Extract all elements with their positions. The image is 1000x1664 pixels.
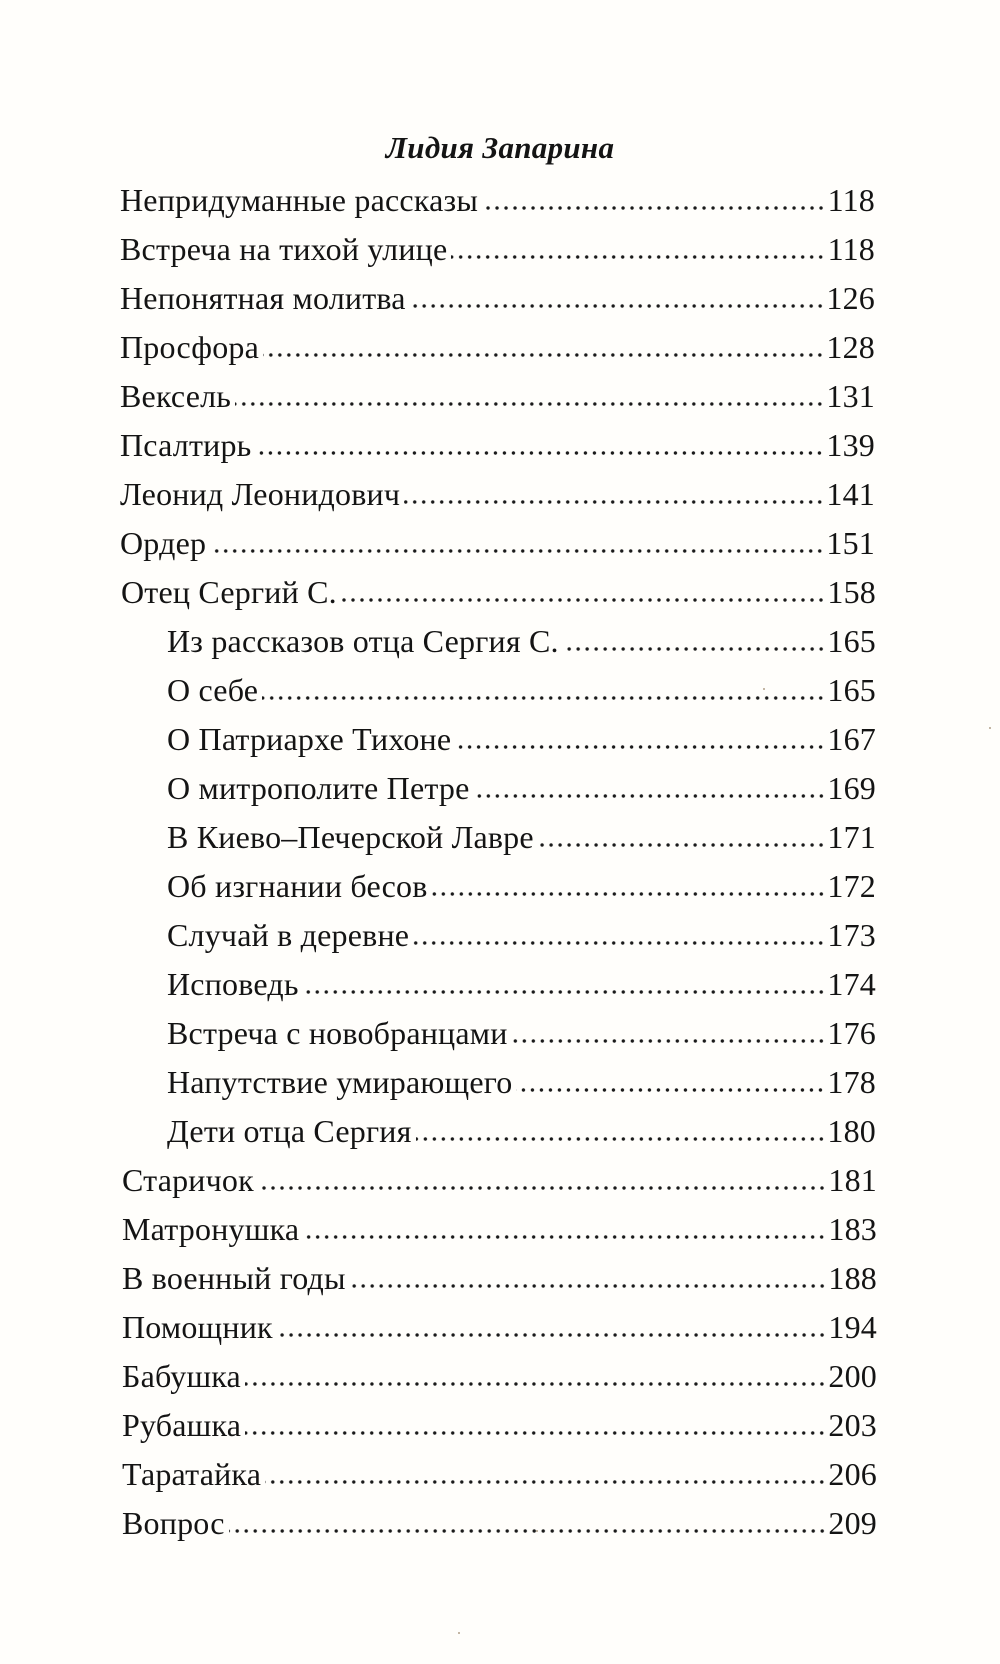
dot-leader: [512, 1039, 826, 1043]
dot-leader: [563, 647, 826, 651]
toc-subentry: [167, 766, 876, 810]
dot-leader: [341, 598, 826, 602]
toc-entry-title: Старичок: [122, 1162, 254, 1198]
dot-leader: [258, 1186, 827, 1190]
toc-entry-title: Матронушка: [122, 1211, 300, 1247]
toc-entry-title: Дети отца Сергия: [167, 1113, 412, 1149]
dot-leader: [455, 745, 825, 749]
toc-entry: [121, 570, 876, 614]
toc-entry-title: В военный годы: [122, 1260, 346, 1296]
toc-subentry: [167, 1060, 876, 1104]
toc-subentry: [167, 619, 876, 663]
toc-entry-page: 167: [827, 721, 876, 757]
toc-entry-page: 158: [827, 574, 876, 610]
toc-entry-page: 188: [828, 1260, 877, 1296]
toc-entry-page: 151: [826, 525, 875, 561]
toc-subentry: [167, 864, 876, 908]
toc-entry: [120, 521, 875, 565]
toc-entry-title: Непонятная молитва: [120, 280, 406, 316]
toc-entry-page: 203: [828, 1407, 877, 1443]
toc-entry: [120, 472, 875, 516]
toc-entry-page: 206: [828, 1456, 877, 1492]
dot-leader: [404, 500, 824, 504]
toc-entry-title: Вопрос: [122, 1505, 225, 1541]
toc-entry: [122, 1305, 877, 1349]
dot-leader: [229, 1529, 827, 1533]
toc-entry-title: Случай в деревне: [167, 917, 410, 953]
dot-leader: [210, 549, 824, 553]
toc-entry-title: Просфора: [120, 329, 260, 365]
toc-entry: [120, 178, 875, 222]
paper-speck: [989, 727, 991, 729]
toc-entry-title: Встреча на тихой улице: [120, 231, 448, 267]
dot-leader: [265, 1480, 826, 1484]
toc-entry-page: 139: [826, 427, 875, 463]
toc-entry-title: О митрополите Петре: [167, 770, 470, 806]
toc-entry-page: 194: [828, 1309, 877, 1345]
toc-entry-page: 173: [827, 917, 876, 953]
author-heading: Лидия Запарина: [385, 130, 615, 165]
toc-entry: [122, 1256, 877, 1300]
dot-leader: [245, 1382, 826, 1386]
dot-leader: [413, 941, 825, 945]
toc-entry-title: Об изгнании бесов: [167, 868, 428, 904]
toc-entry: [120, 276, 875, 320]
toc-entry-page: 200: [828, 1358, 877, 1394]
toc-entry-title: Помощник: [122, 1309, 273, 1345]
dot-leader: [303, 1235, 826, 1239]
dot-leader: [410, 304, 825, 308]
dot-leader: [451, 255, 825, 259]
toc-subentry: [167, 1109, 876, 1153]
toc-entry: [122, 1207, 877, 1251]
dot-leader: [303, 990, 826, 994]
toc-entry-title: Таратайка: [122, 1456, 262, 1492]
toc-entry-page: 183: [828, 1211, 877, 1247]
dot-leader: [516, 1088, 825, 1092]
dot-leader: [262, 696, 825, 700]
toc-entry: [120, 374, 875, 418]
toc-entry-page: 165: [827, 623, 876, 659]
dot-leader: [263, 353, 824, 357]
toc-subentry: [167, 962, 876, 1006]
toc-entry-title: Рубашка: [122, 1407, 242, 1443]
toc-entry-page: 178: [827, 1064, 876, 1100]
toc-entry-page: 131: [826, 378, 875, 414]
toc-entry: [122, 1354, 877, 1398]
toc-entry-title: Встреча с новобранцами: [167, 1015, 508, 1051]
toc-entry-title: Непридуманные рассказы: [120, 182, 479, 218]
toc-entry-page: 118: [827, 182, 875, 218]
toc-entry-title: В Киево–Печерской Лавре: [167, 819, 534, 855]
dot-leader: [245, 1431, 826, 1435]
toc-entry: [120, 325, 875, 369]
toc-entry-page: 171: [827, 819, 876, 855]
toc-entry-title: Псалтирь: [120, 427, 252, 463]
toc-subentry: [167, 668, 876, 712]
toc-entry: [120, 227, 875, 271]
toc-entry-title: Леонид Леонидович: [120, 476, 401, 512]
toc-entry-page: 181: [828, 1162, 877, 1198]
toc-entry-page: 169: [827, 770, 876, 806]
toc-entry-page: 128: [826, 329, 875, 365]
toc-subentry: [167, 1011, 876, 1055]
toc-entry: [122, 1452, 877, 1496]
toc-entry-page: 176: [827, 1015, 876, 1051]
toc-entry-page: 141: [826, 476, 875, 512]
toc-entry: [122, 1501, 877, 1545]
dot-leader: [350, 1284, 827, 1288]
toc-entry-page: 165: [827, 672, 876, 708]
toc-entry-title: Напутствие умирающего: [167, 1064, 513, 1100]
paper-speck: [458, 1632, 460, 1634]
toc-entry-page: 118: [827, 231, 875, 267]
toc-subentry: [167, 913, 876, 957]
dot-leader: [255, 451, 824, 455]
toc-entry: [120, 423, 875, 467]
dot-leader: [235, 402, 824, 406]
paper-speck: [763, 688, 765, 690]
dot-leader: [432, 892, 826, 896]
dot-leader: [482, 206, 826, 210]
toc-entry-title: Отец Сергий С.: [121, 574, 337, 610]
toc-entry-title: О Патриархе Тихоне: [167, 721, 452, 757]
dot-leader: [538, 843, 826, 847]
toc-entry: [122, 1403, 877, 1447]
toc-entry-title: Бабушка: [122, 1358, 241, 1394]
toc-entry-title: Исповедь: [167, 966, 299, 1002]
toc-entry-title: О себе: [167, 672, 259, 708]
toc-entry: [122, 1158, 877, 1202]
toc-entry-page: 126: [826, 280, 875, 316]
toc-entry-page: 180: [827, 1113, 876, 1149]
toc-entry-title: Ордер: [120, 525, 207, 561]
toc-entry-page: 172: [827, 868, 876, 904]
toc-entry-page: 209: [828, 1505, 877, 1541]
toc-subentry: [167, 815, 876, 859]
toc-entry-page: 174: [827, 966, 876, 1002]
toc-subentry: [167, 717, 876, 761]
dot-leader: [416, 1137, 826, 1141]
dot-leader: [474, 794, 826, 798]
toc-entry-title: Из рассказов отца Сергия С.: [167, 623, 559, 659]
dot-leader: [277, 1333, 827, 1337]
paper-speck: [536, 1530, 538, 1532]
toc-entry-title: Вексель: [120, 378, 232, 414]
